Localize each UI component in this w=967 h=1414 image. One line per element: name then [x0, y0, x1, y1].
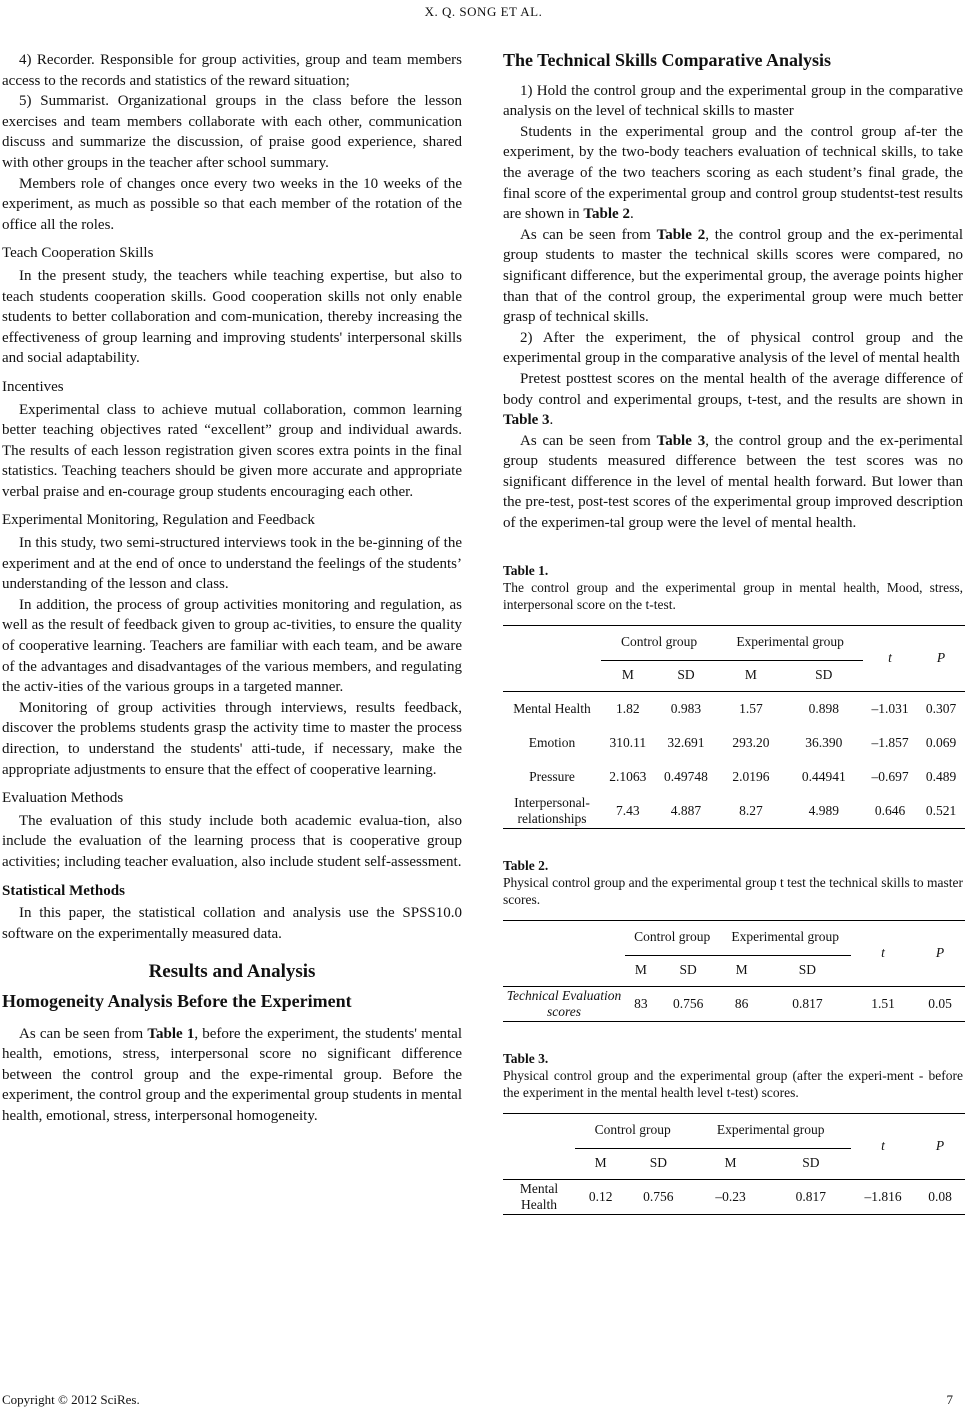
table-reference: Table 3: [503, 412, 550, 429]
table-row: [503, 794, 965, 829]
table3-caption: [503, 1050, 963, 1101]
row-label: Mental Health: [513, 700, 591, 716]
table1: [503, 625, 965, 829]
paragraph: Students in the experimental group and the control group af-ter the experiment, by the two-body teachers evaluation of technical skills, to take the average of the two teachers scoring as each student’s final grade, the final score of the experimental group and control group studentst-test results are shown in Table 2.: [503, 123, 963, 223]
table2-group-experimental: Experimental group: [719, 920, 851, 955]
table1-label: Table 1.: [503, 562, 549, 578]
cell: 0.817: [792, 995, 823, 1011]
cell: 0.05: [928, 995, 952, 1011]
cell: 0.069: [925, 734, 957, 750]
row-label: Mental Health: [519, 1180, 559, 1212]
cell: –1.031: [871, 700, 909, 716]
cell: 0.521: [925, 802, 957, 818]
left-column: [2, 50, 462, 1127]
row-label: Technical Evaluation scores: [506, 987, 622, 1019]
table2-caption: [503, 857, 963, 908]
table1-col-t: t: [863, 625, 917, 691]
subheading-incentives: Incentives: [2, 378, 64, 395]
table-row: [503, 691, 965, 726]
row-label: Interpersonal-relationships: [514, 794, 590, 826]
table2-col-m: M: [625, 955, 657, 986]
table1-col-m: M: [717, 660, 784, 691]
table3-label: Table 3.: [503, 1050, 549, 1066]
paragraph: 1) Hold the control group and the experimental group in the comparative analysis on the level of technical skills to master: [503, 82, 963, 120]
table3-col-p: P: [915, 1113, 965, 1179]
table1-col-p: P: [917, 625, 965, 691]
cell: 0.756: [672, 995, 704, 1011]
right-column: [503, 50, 963, 1215]
cell: 4.989: [808, 802, 839, 818]
table-reference: Table 2: [583, 206, 630, 223]
table3-group-experimental: Experimental group: [690, 1113, 851, 1148]
paragraph: Experimental class to achieve mutual collaboration, common learning better teaching objectives rated “excellent” group and individual awards. The results of each lesson registration given scores extra points in the final statistics. Teaching teachers should be given more accurate and appropriate verbal praise and en-courage group students encouraging each other.: [2, 401, 462, 500]
table2-label: Table 2.: [503, 857, 549, 873]
table3-description: Physical control group and the experimental group (after the experi-ment - before the experiment in the mental health level t-test) scores.: [503, 1067, 963, 1100]
cell: 7.43: [616, 802, 640, 818]
cell: 83: [634, 995, 648, 1011]
running-header: X. Q. SONG ET AL.: [424, 4, 543, 19]
cell: 293.20: [732, 734, 770, 750]
table-reference: Table 1: [147, 1025, 195, 1042]
table1-caption: [503, 562, 963, 613]
page-number: 7: [946, 1392, 953, 1407]
table1-description: The control group and the experimental group in mental health, Mood, stress, interpersonal score on the t-test.: [503, 579, 963, 612]
cell: 2.0196: [732, 768, 770, 784]
cell: –0.23: [715, 1188, 746, 1204]
cell: 0.307: [925, 700, 957, 716]
table3-col-sd: SD: [771, 1148, 851, 1179]
cell: –0.697: [871, 768, 909, 784]
paragraph: In this study, two semi-structured interviews took in the be-ginning of the experiment and at the end of once to understand the feelings of the students’ understanding of the lesson and class.: [2, 535, 462, 593]
cell: 8.27: [739, 802, 763, 818]
paragraph: As can be seen from Table 2, the control group and the ex-perimental group students to master the technical skills scores were compared, no significant difference, but the experimental group, the average points higher than that of the control group, the experimental group were much better grasp of technical skills.: [503, 226, 963, 326]
table-reference: Table 3: [656, 432, 706, 449]
table-row: [503, 726, 965, 760]
paragraph: Members role of changes once every two weeks in the 10 weeks of the experiment, as much as possible so that each member of the rotation of the office all the roles.: [2, 175, 462, 233]
cell: 0.08: [928, 1188, 952, 1204]
table3: [503, 1113, 965, 1215]
paragraph: The evaluation of this study include both academic evalua-tion, also include the evaluation of the learning process that is cooperative group activities; including teacher evaluation, also include student self-assessment.: [2, 812, 462, 870]
table3-col-m: M: [575, 1148, 626, 1179]
paragraph: In addition, the process of group activities monitoring and regulation, as well as the result of feedback given to group ac-tivities, to ensure the quality of cooperative learning. Teachers are familiar with each team, and be aware of the advantages and disadvantages of the various members, and regulating the activ-ities of the various groups in a targeted manner.: [2, 596, 462, 696]
table2-group-control: Control group: [625, 920, 719, 955]
footer-copyright: Copyright © 2012 SciRes.: [2, 1392, 140, 1407]
table2-col-sd: SD: [764, 955, 851, 986]
table1-group-control: Control group: [601, 625, 717, 660]
cell: 0.44941: [801, 768, 846, 784]
table3-group-control: Control group: [575, 1113, 690, 1148]
cell: 1.57: [739, 700, 763, 716]
paragraph: Pretest posttest scores on the mental health of the average difference of body control and experimental groups, t-test, and the results are shown in Table 3.: [503, 370, 963, 429]
table1-group-experimental: Experimental group: [717, 625, 863, 660]
subheading-evaluation: Evaluation Methods: [2, 790, 124, 807]
paragraph: 2) After the experiment, the of physical control group and the experimental group in the comparative analysis of the level of mental health: [503, 329, 963, 367]
table1-col-sd: SD: [785, 660, 863, 691]
row-label: Emotion: [528, 734, 576, 750]
subheading-cooperation: Teach Cooperation Skills: [2, 245, 154, 262]
table2-col-p: P: [915, 920, 965, 986]
paragraph: As can be seen from Table 3, the control group and the ex-perimental group students measured difference between the test scores was no significant difference in the level of mental health forward. But lower than the pre-test, post-test scores of the experimental group improved description of the experimen-tal group were the level of mental health.: [503, 432, 963, 532]
cell: 0.756: [643, 1188, 674, 1204]
cell: 0.49748: [664, 768, 708, 784]
paragraph: 5) Summarist. Organizational groups in the class before the lesson exercises and team members collaborate with each other, communication discuss and summarize the discussion, of praise good experience, shared with other groups in the teacher after school summary.: [2, 93, 462, 171]
cell: –1.816: [864, 1188, 902, 1204]
cell: 0.646: [874, 802, 906, 818]
table2-col-m: M: [719, 955, 763, 986]
table1-col-m: M: [601, 660, 655, 691]
table-row: [503, 760, 965, 794]
cell: 32.691: [667, 734, 705, 750]
cell: –1.857: [871, 734, 909, 750]
paragraph: Monitoring of group activities through interviews, results feedback, discover the problems students grasp the activity time to master the process direction, to understand the students' atti-tude, if necessary, make the appropriate adjustments to ensure that the effect of cooperative learning.: [2, 699, 462, 778]
cell: 0.817: [795, 1188, 827, 1204]
cell: 2.1063: [609, 768, 647, 784]
cell: 0.898: [808, 700, 839, 716]
table-row: [503, 1179, 965, 1214]
table2-col-sd: SD: [657, 955, 720, 986]
table2: [503, 920, 965, 1022]
subheading-monitoring: Experimental Monitoring, Regulation and Feedback: [2, 512, 315, 529]
section-heading-homogeneity: Homogeneity Analysis Before the Experiment: [2, 990, 352, 1011]
paragraph: In the present study, the teachers while teaching expertise, but also to teach students cooperation skills. Good cooperation skills not only enable students to better collaboration and com-munication, thereby increasing the effectiveness of group learning and improving students' interpersonal skills and social adaptability.: [2, 267, 462, 367]
cell: 1.51: [871, 995, 895, 1011]
cell: 36.390: [805, 734, 843, 750]
paragraph: 4) Recorder. Responsible for group activities, group and team members access to the records and statistics of the reward situation;: [2, 52, 462, 89]
paragraph: As can be seen from Table 1, before the experiment, the students' mental health, emotions, stress, interpersonal score no significant difference between the control group and the expe-rimental group. Before the experiment, the control group and the experimental group students in mental health, emotional, stress, interpersonal homogeneity.: [2, 1025, 462, 1124]
section-heading-results: Results and Analysis: [148, 961, 316, 983]
table1-col-sd: SD: [655, 660, 718, 691]
table-row: [503, 986, 965, 1021]
section-heading-technical: The Technical Skills Comparative Analysis: [503, 50, 832, 70]
cell: 86: [734, 995, 749, 1011]
cell: 0.489: [925, 768, 957, 784]
cell: 0.12: [588, 1188, 613, 1204]
table2-col-t: t: [851, 920, 915, 986]
cell: 0.983: [670, 700, 702, 716]
table2-description: Physical control group and the experimental group t test the technical skills to master scores.: [503, 874, 964, 907]
paragraph: In this paper, the statistical collation and analysis use the SPSS10.0 software on the experimentally measured data.: [2, 905, 462, 942]
subheading-statistical: Statistical Methods: [2, 882, 125, 899]
table-reference: Table 2: [656, 226, 706, 243]
table3-col-sd: SD: [626, 1148, 690, 1179]
cell: 310.11: [609, 734, 647, 750]
cell: 4.887: [670, 802, 702, 818]
row-label: Pressure: [529, 768, 575, 784]
cell: 1.82: [616, 700, 640, 716]
table3-col-m: M: [690, 1148, 770, 1179]
table3-col-t: t: [851, 1113, 915, 1179]
